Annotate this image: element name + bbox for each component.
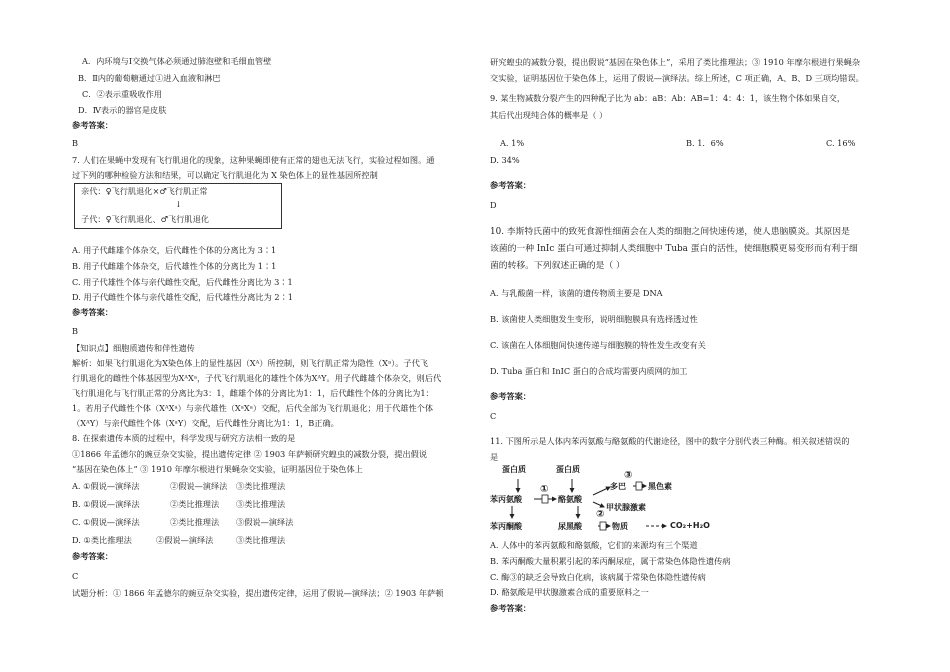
q7-child-line: 子代：♀飞行肌退化、♂飞行肌退化: [81, 214, 209, 224]
q6-option-a: A．内环境与Ⅰ交换气体必须通过肺泡壁和毛细血管壁: [82, 56, 272, 66]
answer-label: 参考答案：: [72, 551, 113, 561]
q8-explanation-cont-1: 研究蝗虫的减数分裂，提出假说“基因在染色体上”，采用了类比推理法；③ 1910 年摩尔根进行果蝇杂: [490, 57, 861, 67]
q10-option-a: A. 与乳酸菌一样，该菌的遗传物质主要是 DNA: [490, 288, 663, 298]
enzyme-1-block: [542, 495, 548, 503]
q7-cross-diagram: [74, 183, 282, 229]
q11-text-line-2: 是: [490, 452, 499, 462]
q10-answer: C: [490, 411, 497, 421]
q9-option-c: C. 16%: [826, 138, 856, 148]
homogentisic-acid-label: 尿黑酸: [558, 522, 582, 531]
metabolic-pathway-diagram: [490, 462, 720, 538]
q9-option-a: A. 1%: [500, 138, 525, 148]
q8-option-c-2: ②类比推理法: [170, 517, 220, 527]
enzyme-2-number: ②: [596, 509, 605, 520]
protein-label-1: 蛋白质: [502, 465, 526, 474]
q8-text-line-2: ①1866 年孟德尔的豌豆杂交实验，提出遗传定律 ② 1903 年萨顿研究蝗虫的减数分裂，提出假说: [72, 449, 428, 459]
q7-option-d: D. 用子代雌性个体与亲代雄性交配，后代雄性分离比为 2∶1: [72, 292, 293, 302]
thyroxine-label: 甲状腺激素: [606, 503, 646, 512]
q10-option-b: B. 该菌使人类细胞发生变形，说明细胞膜具有选择透过性: [490, 314, 698, 324]
q6-answer: B: [72, 138, 79, 148]
q6-option-b: B．Ⅱ内的葡萄糖通过①进入血液和淋巴: [78, 73, 221, 83]
q7-option-b: B. 用子代雌雄个体杂交，后代雄性个体的分离比为 1∶1: [72, 261, 277, 271]
q7-option-c: C. 用子代雄性个体与亲代雌性交配，后代雌性分离比为 3∶1: [72, 277, 293, 287]
q11-option-b: B. 苯丙酮酸大量积累引起的苯丙酮尿症，属于常染色体隐性遗传病: [490, 556, 731, 566]
q7-option-a: A. 用子代雌雄个体杂交，后代雌性个体的分离比为 3∶1: [72, 245, 277, 255]
q8-option-a-2: ②假说—演绎法: [170, 481, 228, 491]
q8-option-a-3: ③类比推理法: [236, 481, 286, 491]
answer-label: 参考答案：: [490, 391, 531, 401]
enzyme-3-block: [636, 482, 642, 490]
substance-q-label: 物质: [612, 522, 628, 531]
q7-explanation-line-4: 飞行肌退化与飞行肌正常的分离比为3：1，雌雄个体的分离比为1：1，后代雌性个体的分离比为1：: [72, 388, 434, 398]
q9-text-line-2: 其后代出现纯合体的概率是（ ）: [490, 110, 608, 120]
q8-text-line-1: 8. 在探索遗传本质的过程中，科学发现与研究方法相一致的是: [72, 433, 296, 443]
q7-explanation-line-5: 1。若用子代雌性个体（XᴬXᵃ）与亲代雄性（XᵃXᵃ）交配，后代全部为飞行肌退化；用于代雄性个体: [72, 403, 434, 413]
melanin-label: 黑色素: [648, 482, 672, 491]
q10-text-line-2: 该菌的一种 InIc 蛋白可通过抑制人类细胞中 Tuba 蛋白的活性，使细胞膜更易变形而有利于细: [490, 244, 858, 254]
answer-label: 参考答案：: [490, 603, 531, 613]
q8-option-b-2: ②类比推理法: [170, 499, 220, 509]
protein-label-2: 蛋白质: [556, 465, 580, 474]
q6-option-c: C．②表示重吸收作用: [82, 89, 162, 99]
answer-label: 参考答案：: [72, 307, 113, 317]
q6-option-d: D．Ⅳ表示的器官是皮肤: [78, 105, 167, 115]
q7-text-line-1: 7. 人们在果蝇中发现有飞行肌退化的现象，这种果蝇即使有正常的翅也无法飞行，实验过程如图。通: [72, 155, 435, 165]
q7-explanation-line-1: 【知识点】细胞质遗传和伴性遗传: [72, 343, 195, 353]
down-arrow-icon: ↓: [175, 199, 182, 209]
q7-text-line-2: 过下列的哪种检验方法和结果，可以确定飞行肌退化为 X 染色体上的显性基因所控制: [72, 170, 378, 180]
q8-option-d-2: ②假说—演绎法: [156, 535, 214, 545]
q9-option-d: D. 34%: [490, 155, 520, 165]
enzyme-1-number: ①: [540, 484, 549, 495]
enzyme-3-number: ③: [624, 470, 633, 481]
q7-explanation-line-2: 解析：如果飞行肌退化为X染色体上的显性基因（Xᴬ）所控制，则飞行肌正常为隐性（Xᵃ）。子代飞: [72, 358, 428, 368]
q10-text-line-1: 10. 李斯特氏菌中的致死食源性细菌会在人类的细胞之间快速传递，使人患脑膜炎。其原因是: [490, 227, 850, 237]
q10-text-line-3: 菌的转移。下列叙述正确的是（ ）: [490, 261, 625, 271]
q11-option-d: D. 酪氨酸是甲状腺激素合成的重要原料之一: [490, 587, 649, 597]
q9-answer: D: [490, 200, 497, 210]
q8-option-a-1: A. ①假说—演绎法: [72, 481, 140, 491]
q10-option-d: D. Tuba 蛋白和 InIC 蛋白的合成均需要内质网的加工: [490, 366, 688, 376]
q8-text-line-3: “基因在染色体上” ③ 1910 年摩尔根进行果蝇杂交实验，证明基因位于染色体上: [72, 464, 363, 474]
tyr-to-thyroxine-arrow: [593, 502, 604, 507]
tyr-to-dopa-arrow: [593, 487, 610, 495]
q8-option-d-3: ③类比推理法: [236, 535, 286, 545]
q8-explanation: 试题分析：① 1866 年孟德尔的豌豆杂交实验，提出遗传定律，运用了假说—演绎法；② 1903 年萨顿: [72, 588, 444, 598]
q8-option-c-3: ③假说—演绎法: [236, 517, 294, 527]
q8-option-c-1: C. ①假说—演绎法: [72, 517, 140, 527]
q8-option-b-3: ③类比推理法: [236, 499, 286, 509]
q8-option-d-1: D. ①类比推理法: [72, 535, 132, 545]
q7-explanation-line-6: （XᴬY）与亲代雌性个体（XᵃY）交配，后代雌性分离比为1：1，B正确。: [72, 418, 339, 428]
co2-h2o-label: CO₂+H₂O: [670, 521, 710, 530]
q9-text-line-1: 9. 某生物减数分裂产生的四种配子比为 ab：aB：Ab：AB=1：4：4：1，该生物个体如果自交，: [490, 93, 846, 103]
q8-answer: C: [72, 571, 79, 581]
q11-option-c: C. 酶③的缺乏会导致白化病，该病属于常染色体隐性遗传病: [490, 572, 706, 582]
tyrosine-label: 酪氨酸: [558, 495, 582, 504]
q10-option-c: C. 该菌在人体细胞间快速传递与细胞膜的特性发生改变有关: [490, 340, 706, 350]
q9-option-b: B. 1．6%: [686, 138, 724, 148]
q8-explanation-cont-2: 交实验，证明基因位于染色体上，运用了假说—演绎法。综上所述，C 项正确，A、B、D 三项均错误。: [490, 73, 864, 83]
phenylpyruvate-label: 苯丙酮酸: [490, 522, 522, 531]
q11-text-line-1: 11. 下图所示是人体内苯丙氨酸与酪氨酸的代谢途径，图中的数字分别代表三种酶。相关叙述错误的: [490, 436, 850, 446]
dopa-label: 多巴: [610, 482, 626, 491]
q7-parent-line: 亲代：♀飞行肌退化×♂飞行肌正常: [81, 186, 208, 196]
q7-answer: B: [72, 326, 79, 336]
answer-label: 参考答案：: [490, 180, 531, 190]
phenylalanine-label: 苯丙氨酸: [490, 495, 522, 504]
q11-option-a: A. 人体中的苯丙氨酸和酪氨酸，它们的来源均有三个渠道: [490, 540, 698, 550]
enzyme-2-block: [600, 522, 606, 530]
answer-label: 参考答案：: [72, 120, 113, 130]
q8-option-b-1: B. ①假说—演绎法: [72, 499, 140, 509]
q7-explanation-line-3: 行肌退化的雌性个体基因型为XᴬXᵃ，子代飞行肌退化的雄性个体为XᴬY。用子代雌雄个体杂交，则后代: [72, 373, 442, 383]
